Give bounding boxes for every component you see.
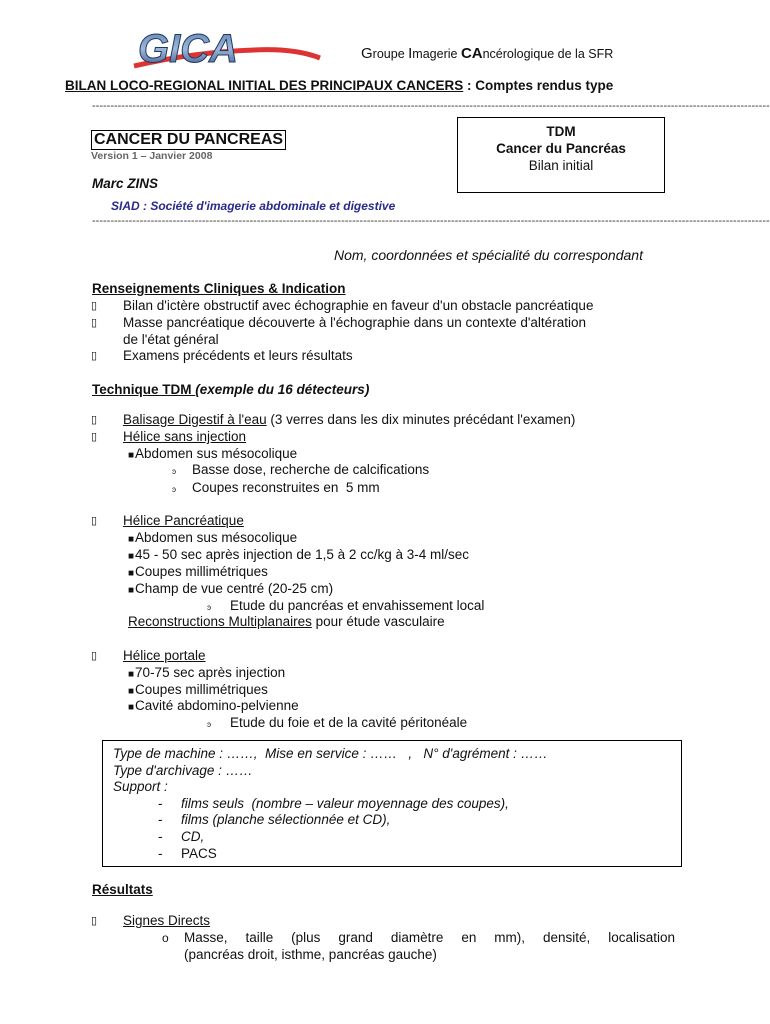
h2-item-b [128,547,469,566]
divider-middle: ----------------------------------------------------------------------------------------------------------------------------------------------------------------------------------------- [92,215,770,227]
clinical-item-2: Masse pancréatique découverte à l'échographie dans un contexte d'altération [123,315,586,330]
square-bullet-icon: ■ [128,702,135,713]
technique-heading [92,382,369,399]
h2-item-c-text: Coupes millimétriques [135,564,268,579]
balisage-detail: (3 verres dans les dix minutes précédant l'examen) [266,412,576,427]
machine-line: Type de machine : ……, Mise en service : …… , N° d'agrément : …… [113,746,548,761]
clinical-item-3: Examens précédents et leurs résultats [123,348,353,363]
support-item-3-text: CD, [181,828,205,844]
page-title-suffix: : Comptes rendus type [463,78,614,93]
gica-logo [134,28,320,70]
sub-bullet-icon: ͽ [207,603,211,612]
doc-title: CANCER DU PANCREAS [91,130,286,150]
support-item-4-text: PACS [181,845,217,861]
signes-directs: Signes Directs [123,913,211,928]
h3-item-a-text: 70-75 sec après injection [135,665,286,680]
square-bullet-icon: ■ [128,585,135,596]
support-item-4: - PACS [158,845,217,861]
square-bullet-icon: ■ [128,686,135,697]
archive-line: Type d'archivage : …… [113,762,253,778]
checkbox-icon: ▯ [91,317,98,329]
helice-sans-injection: Hélice sans injection [123,429,247,444]
masse-line-2: (pancréas droit, isthme, pancréas gauche) [184,947,437,962]
support-line: Support : [113,779,168,795]
checkbox-icon: ▯ [91,515,98,527]
h3-item-c-text: Cavité abdomino-pelvienne [135,698,299,713]
correspondent-line: Nom, coordonnées et spécialité du correspondant [334,247,643,263]
balisage-line [123,412,575,429]
technique-heading-note: (exemple du 16 détecteurs) [195,382,370,397]
reconstructions-label: Reconstructions Multiplanaires [128,614,312,629]
doc-author: Marc ZINS [92,176,159,191]
org-name [361,45,613,62]
exam-subject: Cancer du Pancréas [496,141,626,156]
checkbox-icon: ▯ [91,915,98,927]
helice-pancreatique: Hélice Pancréatique [123,513,244,528]
h1-item-a-text: Abdomen sus mésocolique [135,446,298,461]
org-g: G [361,45,373,62]
doc-version: Version 1 – Janvier 2008 [91,150,213,162]
page-title [65,78,613,93]
h2-item-e: Etude du pancréas et envahissement local [230,598,485,613]
sub-bullet-icon: ͽ [172,467,176,476]
h2-item-d [128,581,333,600]
helice-portale: Hélice portale [123,648,206,663]
divider-top: ----------------------------------------------------------------------------------------------------------------------------------------------------------------------------------------- [92,100,770,112]
org-g-rest: roupe [372,47,409,61]
checkbox-icon: ▯ [91,431,98,443]
h2-item-a-text: Abdomen sus mésocolique [135,530,298,545]
exam-box [457,117,665,193]
h3-item-d: Etude du foie et de la cavité péritonéale [230,715,468,730]
h2-item-a [128,530,297,549]
support-item-1-text: films seuls (nombre – valeur moyennage des coupes), [181,795,509,811]
clinical-heading: Renseignements Cliniques & Indication [92,281,346,296]
h1-item-b: Basse dose, recherche de calcifications [192,462,430,477]
h3-item-b-text: Coupes millimétriques [135,682,268,697]
logo-text: GICA [138,27,238,71]
masse-line-1: Masse, taille (plus grand diamètre en mm), densité, localisation [184,930,675,945]
gica-logo-graphic [134,28,320,70]
org-i-rest: magerie [412,47,461,61]
checkbox-icon: ▯ [91,414,98,426]
org-i: I [408,45,413,62]
clinical-item-1: Bilan d'ictère obstructif avec échographie en faveur d'un obstacle pancréatique [123,298,594,313]
square-bullet-icon: ■ [128,551,135,562]
h3-item-c [128,698,299,717]
doc-society: SIAD : Société d'imagerie abdominale et digestive [111,199,396,213]
square-bullet-icon: ■ [128,568,135,579]
checkbox-icon: ▯ [91,650,98,662]
exam-modality: TDM [546,124,576,139]
h1-item-c: Coupes reconstruites en 5 mm [192,480,380,495]
balisage-label: Balisage Digestif à l'eau [123,412,267,427]
exam-type: Bilan initial [528,158,594,173]
h3-item-a [128,665,285,684]
checkbox-icon: ▯ [91,350,98,362]
reconstructions-detail: pour étude vasculaire [311,614,445,629]
machine-box [102,740,682,867]
sub-bullet-icon: ͽ [207,720,211,729]
support-item-3: - CD, [158,828,205,844]
clinical-item-2-cont: de l'état général [123,332,219,347]
square-bullet-icon: ■ [128,669,135,680]
results-heading: Résultats [92,882,153,897]
square-bullet-icon: ■ [128,534,135,545]
org-ca-rest: ncérologique de la SFR [482,47,614,61]
support-item-2-text: films (planche sélectionnée et CD), [181,812,391,828]
h2-item-c [128,564,268,583]
square-bullet-icon: ■ [128,450,135,461]
h2-item-b-text: 45 - 50 sec après injection de 1,5 à 2 cc/kg à 3-4 ml/sec [135,547,469,562]
page-title-main: BILAN LOCO-REGIONAL INITIAL DES PRINCIPAUX CANCERS [65,78,464,93]
circle-bullet-icon: o [162,931,169,945]
h2-item-d-text: Champ de vue centré (20-25 cm) [135,581,334,596]
org-ca: CA [460,45,483,62]
h2-item-f [128,614,445,631]
support-item-1: - films seuls (nombre – valeur moyennage des coupes), [158,795,509,811]
technique-heading-main: Technique TDM [92,382,196,397]
sub-bullet-icon: ͽ [172,485,176,494]
checkbox-icon: ▯ [91,300,98,312]
support-item-2: - films (planche sélectionnée et CD), [158,812,391,828]
